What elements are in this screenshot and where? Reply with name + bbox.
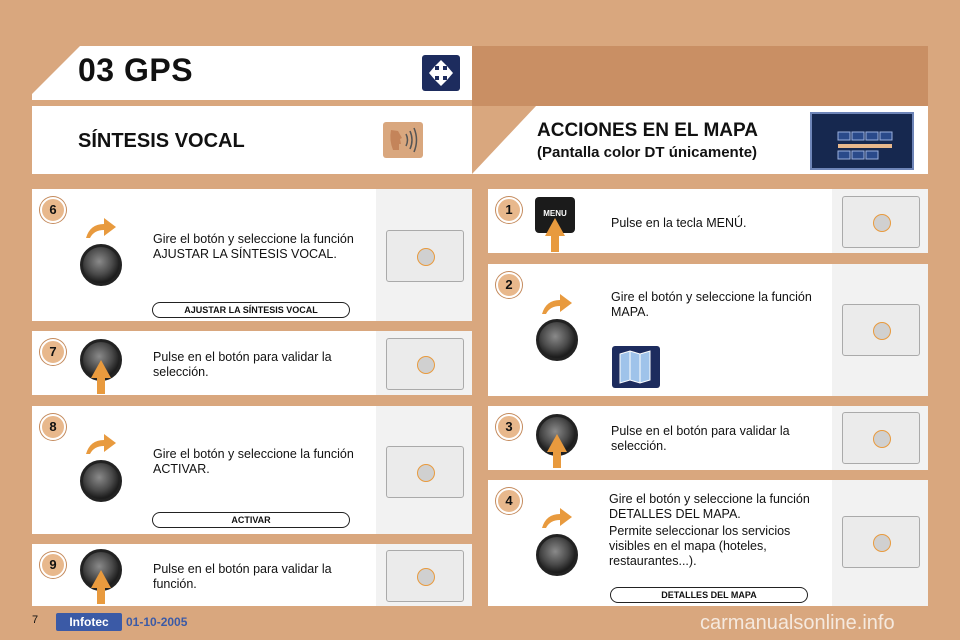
step-number: 8 — [40, 414, 66, 440]
step-instruction: Pulse en el botón para validar la selección. — [153, 350, 332, 379]
function-label: DETALLES DEL MAPA — [610, 587, 808, 603]
rotary-knob — [80, 244, 122, 286]
step-number: 7 — [40, 339, 66, 365]
step-instruction: Pulse en la tecla MENÚ. — [611, 216, 747, 230]
step-number: 3 — [496, 414, 522, 440]
step-note: Permite seleccionar los servicios visibles en el mapa (hoteles, restaurantes...). — [609, 524, 791, 568]
step-instruction: Gire el botón y seleccione la función MAPA. — [611, 290, 812, 319]
step-number: 9 — [40, 552, 66, 578]
function-label: AJUSTAR LA SÍNTESIS VOCAL — [152, 302, 350, 318]
radio-faceplate-icon — [386, 550, 464, 602]
radio-faceplate-icon — [386, 230, 464, 282]
screen-icon — [810, 112, 914, 170]
page-title: 03 GPS — [78, 52, 194, 88]
radio-faceplate-icon — [842, 516, 920, 568]
turn-arrow-icon — [540, 294, 572, 314]
step-instruction: Gire el botón y seleccione la función ACTIVAR. — [153, 447, 354, 476]
radio-faceplate-icon — [386, 338, 464, 390]
rotary-knob — [536, 534, 578, 576]
step-instruction: Gire el botón y seleccione la función DETALLES DEL MAPA. — [609, 492, 810, 521]
push-arrow-icon — [547, 434, 567, 452]
map-icon — [612, 346, 660, 388]
radio-faceplate-icon — [842, 412, 920, 464]
watermark: carmanualsonline.info — [700, 612, 895, 634]
voice-icon — [383, 122, 423, 158]
infotec-logo: Infotec — [56, 613, 122, 631]
gps-direction-icon — [422, 55, 460, 91]
decorative-topo-map — [472, 46, 928, 106]
turn-arrow-icon — [540, 508, 572, 528]
page-number: 7 — [32, 614, 39, 626]
push-arrow-stem — [551, 236, 559, 252]
step-instruction: Pulse en el botón para validar la función. — [153, 562, 332, 591]
step-number: 2 — [496, 272, 522, 298]
push-arrow-icon — [91, 570, 111, 588]
section-title-sintesis: SÍNTESIS VOCAL — [78, 130, 245, 152]
step-number: 4 — [496, 488, 522, 514]
push-arrow-stem — [97, 588, 105, 604]
function-label: ACTIVAR — [152, 512, 350, 528]
push-arrow-icon — [545, 218, 565, 236]
push-arrow-stem — [553, 452, 561, 468]
push-arrow-stem — [97, 378, 105, 394]
menu-key-icon: MENU — [535, 197, 575, 233]
step-number: 1 — [496, 197, 522, 223]
turn-arrow-icon — [84, 434, 116, 454]
section-title-acciones: ACCIONES EN EL MAPA — [537, 120, 758, 141]
radio-faceplate-icon — [842, 304, 920, 356]
turn-arrow-icon — [84, 218, 116, 238]
radio-faceplate-icon — [842, 196, 920, 248]
step-instruction: Pulse en el botón para validar la selección. — [611, 424, 790, 453]
rotary-knob — [536, 319, 578, 361]
rotary-knob — [80, 460, 122, 502]
radio-faceplate-icon — [386, 446, 464, 498]
push-arrow-icon — [91, 360, 111, 378]
step-instruction: Gire el botón y seleccione la función AJUSTAR LA SÍNTESIS VOCAL. — [153, 232, 354, 261]
print-date: 01-10-2005 — [126, 615, 188, 629]
step-number: 6 — [40, 197, 66, 223]
section-subtitle: (Pantalla color DT únicamente) — [537, 144, 758, 161]
